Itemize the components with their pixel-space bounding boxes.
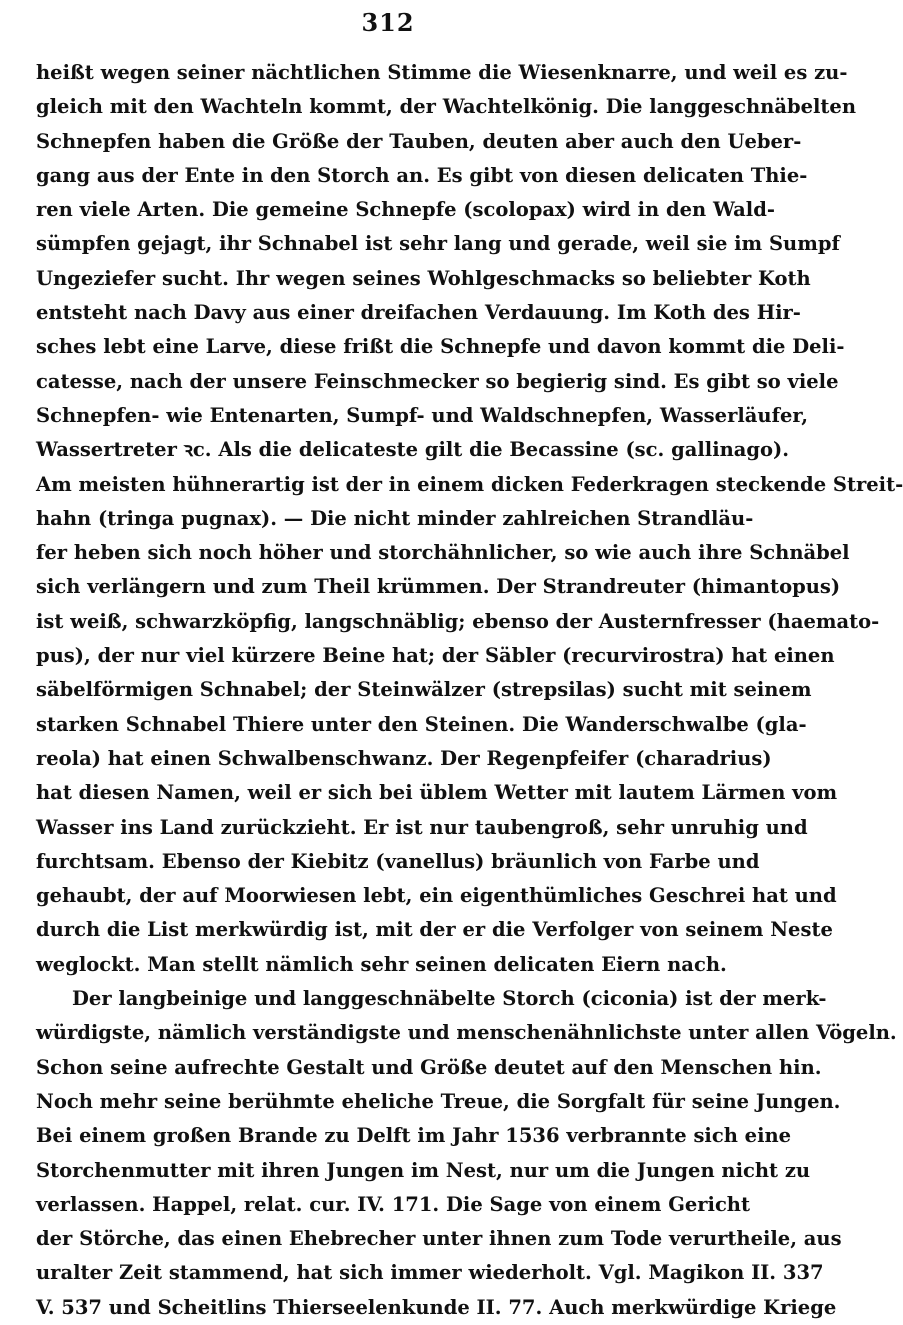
text-line: sümpfen gejagt, ihr Schnabel ist sehr lang und gerade, weil sie im Sumpf [36,232,840,256]
text-line: V. 537 und Scheitlins Thierseelenkunde II. 77. Auch merkwürdige Kriege [36,1295,837,1319]
text-line: uralter Zeit stammend, hat sich immer wiederholt. Vgl. Magikon II. 337 [36,1261,824,1285]
text-line: hat diesen Namen, weil er sich bei üblem Wetter mit lautem Lärmen vom [36,781,838,805]
text-line: sich verlängern und zum Theil krümmen. Der Strandreuter (himantopus) [36,575,841,599]
text-line: starken Schnabel Thiere unter den Steinen. Die Wanderschwalbe (gla- [36,712,807,736]
text-line: Wasser ins Land zurückzieht. Er ist nur taubengroß, sehr unruhig und [36,815,808,839]
text-line: ren viele Arten. Die gemeine Schnepfe (scolopax) wird in den Wald- [36,198,775,222]
text-line: entsteht nach Davy aus einer dreifachen Verdauung. Im Koth des Hir- [36,301,801,325]
text-line: gang aus der Ente in den Storch an. Es gibt von diesen delicaten Thie- [36,163,808,187]
text-line: Schon seine aufrechte Gestalt und Größe deutet auf den Menschen hin. [36,1055,822,1079]
text-line: Bei einem großen Brande zu Delft im Jahr 1536 verbrannte sich eine [36,1124,792,1148]
text-line: catesse, nach der unsere Feinschmecker so begierig sind. Es gibt so viele [36,369,839,393]
text-line: Schnepfen- wie Entenarten, Sumpf- und Waldschnepfen, Wasserläufer, [36,403,809,427]
text-line: Ungeziefer sucht. Ihr wegen seines Wohlgeschmacks so beliebter Koth [36,266,811,290]
text-line: Storchenmutter mit ihren Jungen im Nest, nur um die Jungen nicht zu [36,1158,811,1182]
text-line: verlassen. Happel, relat. cur. IV. 171. Die Sage von einem Gericht [36,1192,750,1216]
text-line: hahn (tringa pugnax). — Die nicht minder zahlreichen Strandläu- [36,506,754,530]
text-line: durch die List merkwürdig ist, mit der er die Verfolger von seinem Neste [36,918,833,942]
text-line: gleich mit den Wachteln kommt, der Wachtelkönig. Die langgeschnäbelten [36,95,857,119]
text-line: pus), der nur viel kürzere Beine hat; der Säbler (recurvirostra) hat einen [36,644,835,668]
text-line: der Störche, das einen Ehebrecher unter ihnen zum Tode verurtheile, aus [36,1227,842,1251]
text-line: furchtsam. Ebenso der Kiebitz (vanellus) bräunlich von Farbe und [36,849,760,873]
text-line: heißt wegen seiner nächtlichen Stimme die Wiesenknarre, und weil es zu- [36,61,848,84]
body-text [36,56,903,1325]
text-line: gehaubt, der auf Moorwiesen lebt, ein eigenthümliches Geschrei hat und [36,884,837,908]
text-line: Noch mehr seine berühmte eheliche Treue, die Sorgfalt für seine Jungen. [36,1089,841,1113]
text-line: würdigste, nämlich verständigste und menschenähnlichste unter allen Vögeln. [36,1021,897,1045]
text-line: Der langbeinige und langgeschnäbelte Storch (ciconia) ist der merk- [72,987,827,1011]
text-line: reola) hat einen Schwalbenschwanz. Der Regenpfeifer (charadrius) [36,746,772,770]
text-line: fer heben sich noch höher und storchähnlicher, so wie auch ihre Schnäbel [36,541,850,565]
text-line: ist weiß, schwarzköpfig, langschnäblig; ebenso der Austernfresser (haemato- [36,609,880,633]
text-line: sches lebt eine Larve, diese frißt die Schnepfe und davon kommt die Deli- [36,335,845,359]
page-number: 312 [361,8,415,37]
text-line: Am meisten hühnerartig ist der in einem dicken Federkragen steckende Streit- [36,472,903,496]
text-line: weglockt. Man stellt nämlich sehr seinen delicaten Eiern nach. [36,952,727,976]
text-line: Schnepfen haben die Größe der Tauben, deuten aber auch den Ueber- [36,129,802,153]
text-line: Wassertreter ꝛc. Als die delicateste gilt die Becassine (sc. gallinago). [36,438,790,462]
text-line: säbelförmigen Schnabel; der Steinwälzer (strepsilas) sucht mit seinem [36,678,812,702]
